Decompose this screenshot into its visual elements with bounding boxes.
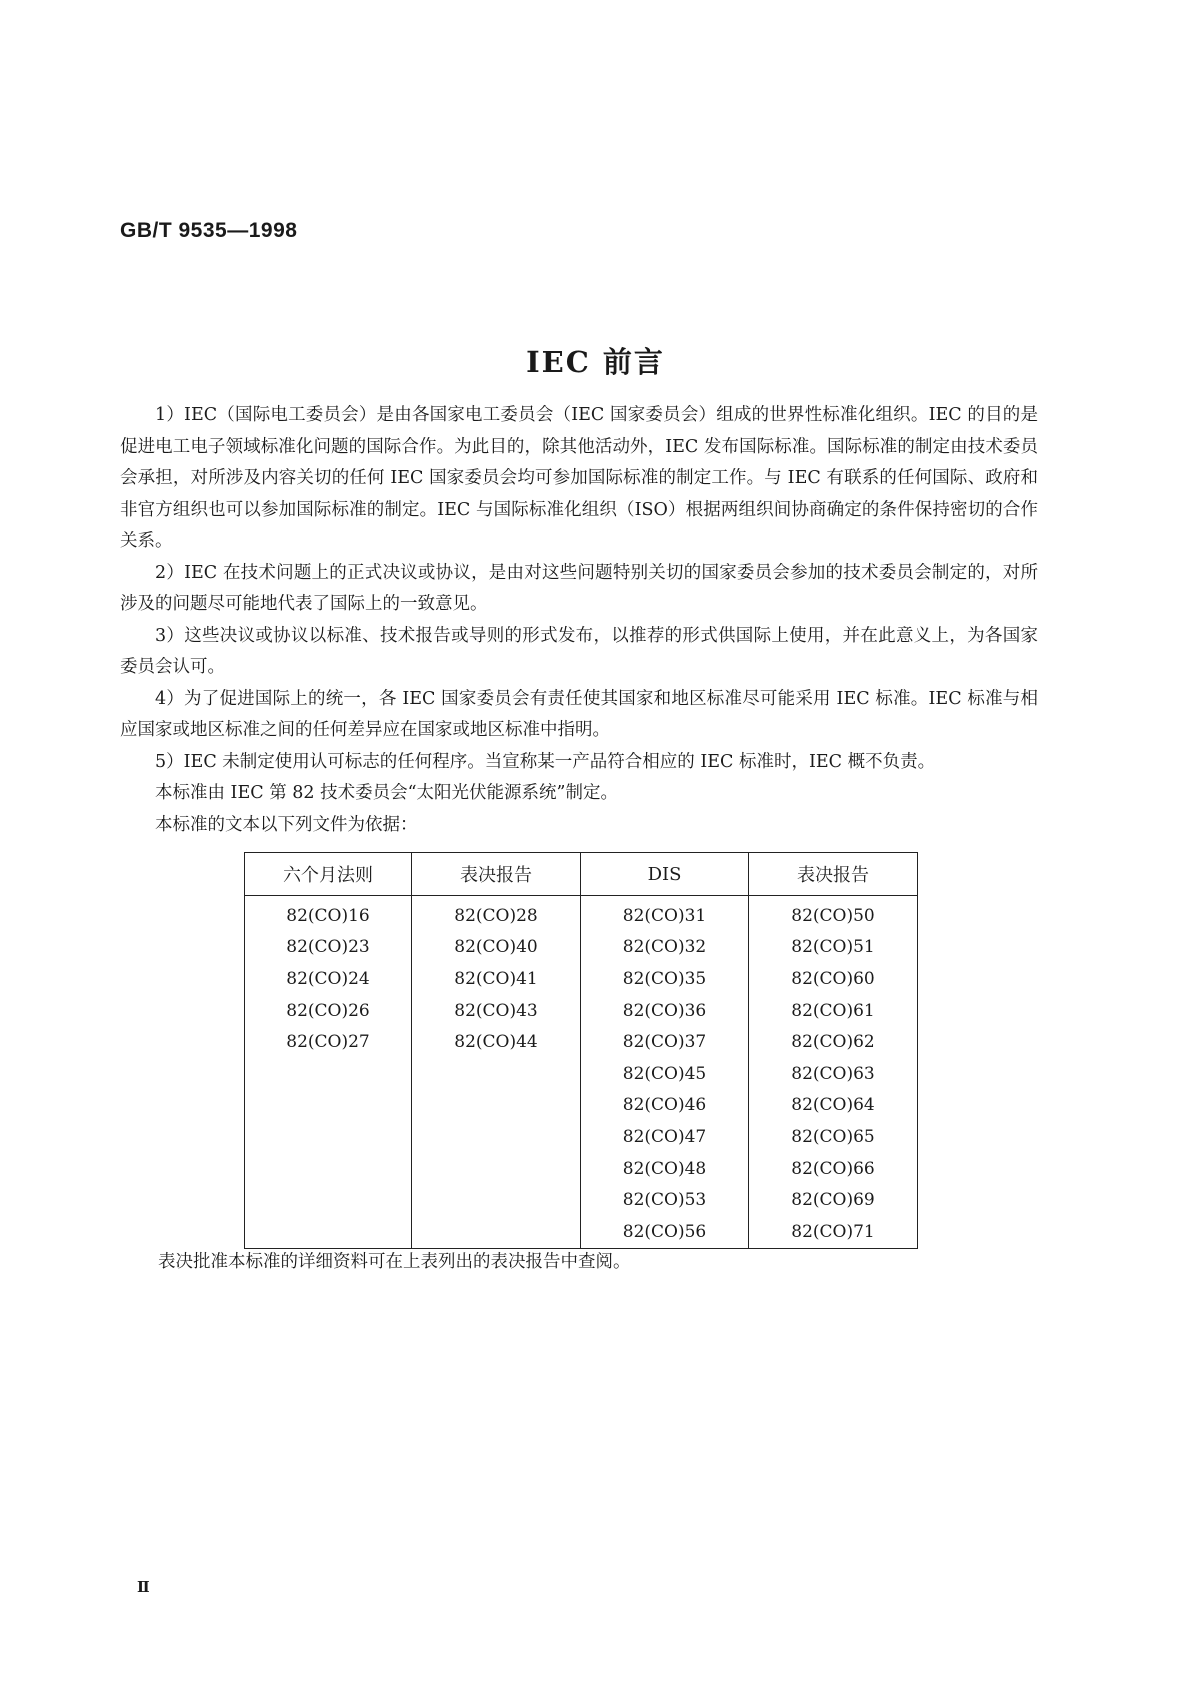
table-cell: [412, 1058, 581, 1090]
table-cell: 82(CO)62: [749, 1026, 918, 1058]
table-row: [245, 1090, 918, 1122]
table-cell: 82(CO)41: [412, 963, 581, 995]
table-cell: 82(CO)32: [581, 932, 749, 964]
table-cell: 82(CO)60: [749, 963, 918, 995]
table-cell: 82(CO)65: [749, 1121, 918, 1153]
paragraph-4: 4）为了促进国际上的统一，各 IEC 国家委员会有责任使其国家和地区标准尽可能采用 IEC 标准。IEC 标准与相应国家或地区标准之间的任何差异应在国家或地区标准中指明。: [120, 688, 1038, 740]
table-cell: 82(CO)50: [749, 896, 918, 932]
table-cell: [245, 1090, 412, 1122]
page-title: IEC 前言: [526, 345, 665, 379]
standard-code: GB/T 9535—1998: [120, 219, 298, 242]
table-cell: [412, 1153, 581, 1185]
table-row: [245, 963, 918, 995]
table-cell: 82(CO)16: [245, 896, 412, 932]
page-number: Ⅱ: [137, 1578, 150, 1596]
table-cell: [245, 1058, 412, 1090]
table-cell: 82(CO)24: [245, 963, 412, 995]
table-cell: [412, 1216, 581, 1248]
table-cell: 82(CO)44: [412, 1026, 581, 1058]
table-cell: 82(CO)36: [581, 995, 749, 1027]
table-cell: 82(CO)63: [749, 1058, 918, 1090]
table-cell: 82(CO)35: [581, 963, 749, 995]
paragraph-committee: 本标准由 IEC 第 82 技术委员会“太阳光伏能源系统”制定。: [155, 783, 618, 803]
table-cell: [412, 1090, 581, 1122]
table-cell: 82(CO)66: [749, 1153, 918, 1185]
table-cell: 82(CO)46: [581, 1090, 749, 1122]
approval-note: 表决批准本标准的详细资料可在上表列出的表决报告中查阅。: [158, 1252, 631, 1272]
table-cell: 82(CO)37: [581, 1026, 749, 1058]
table-cell: 82(CO)40: [412, 932, 581, 964]
table-cell: 82(CO)69: [749, 1184, 918, 1216]
table-row: [245, 995, 918, 1027]
paragraph-basis: 本标准的文本以下列文件为依据：: [155, 814, 418, 835]
table-cell: 82(CO)56: [581, 1216, 749, 1248]
paragraph-5: 5）IEC 未制定使用认可标志的任何程序。当宣称某一产品符合相应的 IEC 标准时，IEC 概不负责。: [155, 751, 936, 772]
header-dis: DIS: [581, 853, 749, 896]
table-cell: [245, 1184, 412, 1216]
table-row: [245, 1058, 918, 1090]
table-row: [245, 896, 918, 932]
table-cell: 82(CO)53: [581, 1184, 749, 1216]
paragraph-2: 2）IEC 在技术问题上的正式决议或协议，是由对这些问题特别关切的国家委员会参加的技术委员会制定的，对所涉及的问题尽可能地代表了国际上的一致意见。: [120, 562, 1038, 614]
table-cell: 82(CO)51: [749, 932, 918, 964]
table-cell: [245, 1121, 412, 1153]
header-voting-report: 表决报告: [412, 853, 581, 896]
table-cell: 82(CO)71: [749, 1216, 918, 1248]
table-cell: 82(CO)64: [749, 1090, 918, 1122]
paragraph-3: 3）这些决议或协议以标准、技术报告或导则的形式发布，以推荐的形式供国际上使用，并在此意义上，为各国家委员会认可。: [120, 625, 1038, 677]
header-voting-report-2: 表决报告: [749, 853, 918, 896]
table-row: [245, 1026, 918, 1058]
table-cell: 82(CO)28: [412, 896, 581, 932]
table-cell: 82(CO)27: [245, 1026, 412, 1058]
table-row: [245, 1121, 918, 1153]
table-cell: [245, 1216, 412, 1248]
table-row: [245, 1184, 918, 1216]
table-row: [245, 1216, 918, 1248]
table-cell: 82(CO)47: [581, 1121, 749, 1153]
table-cell: [412, 1121, 581, 1153]
table-cell: 82(CO)26: [245, 995, 412, 1027]
foreword-body: [120, 400, 1038, 841]
table-row: [245, 932, 918, 964]
table-row: [245, 1153, 918, 1185]
table-cell: 82(CO)61: [749, 995, 918, 1027]
table-cell: 82(CO)31: [581, 896, 749, 932]
table-cell: 82(CO)23: [245, 932, 412, 964]
table-cell: [412, 1184, 581, 1216]
table-cell: 82(CO)48: [581, 1153, 749, 1185]
table-header-row: [245, 853, 918, 896]
table-cell: [245, 1153, 412, 1185]
paragraph-1: 1）IEC（国际电工委员会）是由各国家电工委员会（IEC 国家委员会）组成的世界性标准化组织。IEC 的目的是促进电工电子领域标准化问题的国际合作。为此目的，除其他活动外，IEC 发布国际标准。国际标准的制定由技术委员会承担，对所涉及内容关切的任何 IEC 国家委员会均可参加国际标准的制定工作。与 IEC 有联系的任何国际、政府和非官方组织也可以参加国际标准的制定。IEC 与国际标准化组织（ISO）根据两组织间协商确定的条件保持密切的合作关系。: [120, 405, 1038, 551]
table-cell: 82(CO)43: [412, 995, 581, 1027]
documents-table: [244, 852, 918, 1249]
header-six-month-rule: 六个月法则: [245, 853, 412, 896]
table-cell: 82(CO)45: [581, 1058, 749, 1090]
